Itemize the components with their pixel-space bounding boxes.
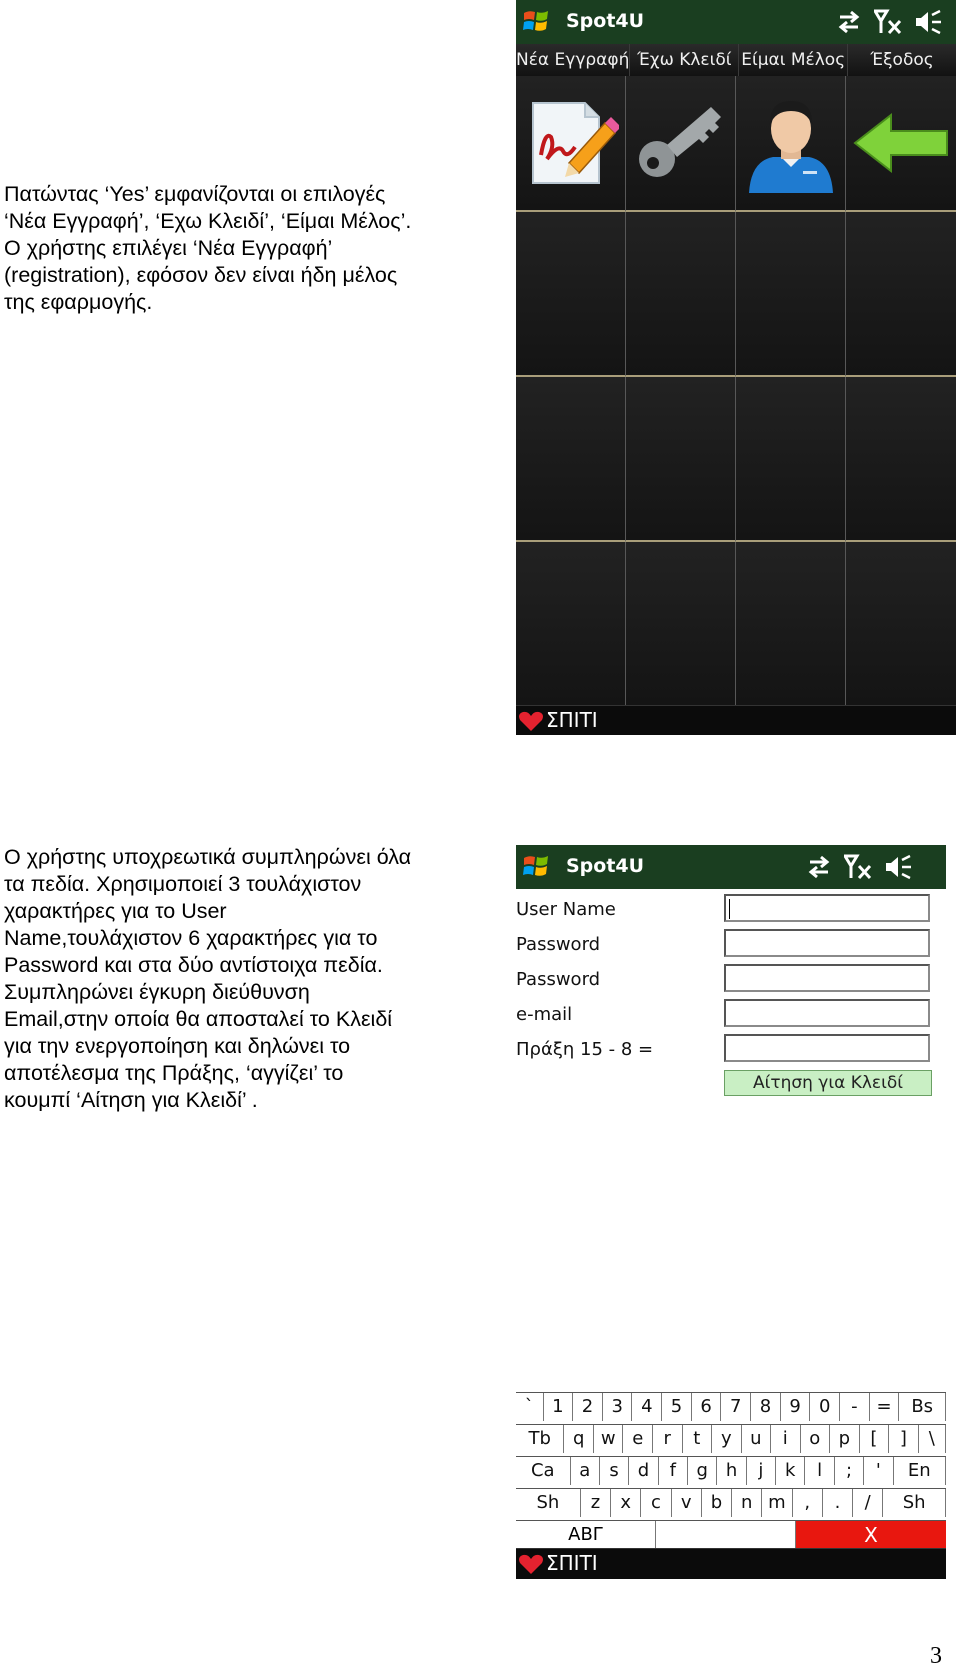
app-title: Spot4U — [566, 855, 645, 877]
space-key[interactable] — [656, 1521, 796, 1549]
key[interactable]: 3 — [603, 1393, 633, 1421]
key[interactable]: o — [801, 1425, 831, 1453]
paragraph-new-registration — [4, 181, 411, 316]
text-line: Πατώντας ‘Yes’ εμφανίζονται οι επιλογές — [4, 182, 386, 206]
page-number: 3 — [930, 1643, 942, 1669]
captcha-input[interactable] — [724, 1034, 930, 1062]
key[interactable]: ] — [889, 1425, 919, 1453]
key[interactable]: Tb — [516, 1425, 564, 1453]
key[interactable]: h — [717, 1457, 746, 1485]
keyboard-row — [516, 1456, 946, 1485]
text-line: κουμπί ‘Αίτηση για Κλειδί’ . — [4, 1088, 258, 1112]
menu-new-registration[interactable]: Νέα Εγγραφή — [516, 44, 630, 76]
request-key-button[interactable]: Αίτηση για Κλειδί — [724, 1070, 932, 1096]
key[interactable]: 4 — [633, 1393, 663, 1421]
speaker-muted-icon — [914, 9, 942, 35]
phone-screen-registration — [516, 845, 946, 1605]
tile-empty — [736, 212, 846, 377]
password-input[interactable] — [724, 929, 930, 957]
key[interactable]: t — [683, 1425, 713, 1453]
menu-have-key[interactable]: Έχω Κλειδί — [630, 44, 739, 76]
home-label: ΣΠΙΤΙ — [546, 1551, 598, 1575]
field-password — [516, 929, 946, 963]
home-bar[interactable] — [516, 705, 956, 735]
keyboard-row — [516, 1392, 946, 1421]
user-icon — [743, 93, 839, 193]
key[interactable]: Sh — [883, 1489, 946, 1517]
sync-icon — [836, 10, 862, 34]
key[interactable]: 1 — [544, 1393, 574, 1421]
key[interactable]: n — [732, 1489, 762, 1517]
tile-empty — [736, 377, 846, 542]
text-line: αποτέλεσμα της Πράξης, ‘αγγίζει’ το — [4, 1061, 344, 1085]
tile-grid — [516, 76, 956, 705]
key[interactable]: 7 — [721, 1393, 751, 1421]
key[interactable]: x — [611, 1489, 641, 1517]
email-input[interactable] — [724, 999, 930, 1027]
key[interactable]: 8 — [751, 1393, 781, 1421]
text-line: Password και στα δύο αντίστοιχα πεδία. — [4, 953, 383, 977]
key[interactable]: s — [600, 1457, 629, 1485]
key[interactable]: w — [594, 1425, 624, 1453]
signature-pen-icon — [523, 97, 619, 189]
field-captcha — [516, 1034, 946, 1068]
key[interactable]: y — [712, 1425, 742, 1453]
field-username — [516, 894, 946, 928]
tile-empty — [516, 377, 626, 542]
key[interactable]: . — [823, 1489, 853, 1517]
key[interactable]: c — [641, 1489, 671, 1517]
phone-screen-menu — [516, 0, 956, 735]
text-line: ‘Νέα Εγγραφή’, ‘Εχω Κλειδί’, ‘Είμαι Μέλος’. — [4, 209, 412, 233]
key[interactable]: 9 — [781, 1393, 811, 1421]
title-bar — [516, 0, 956, 44]
no-signal-icon — [844, 854, 872, 880]
field-label: Password — [516, 969, 601, 990]
field-label: e-mail — [516, 1004, 573, 1025]
title-bar — [516, 845, 946, 889]
key[interactable]: Ca — [516, 1457, 571, 1485]
sync-icon — [806, 855, 832, 879]
tile-empty — [846, 212, 956, 377]
key[interactable]: p — [830, 1425, 860, 1453]
field-password-confirm — [516, 964, 946, 998]
key[interactable]: k — [776, 1457, 805, 1485]
key[interactable]: r — [653, 1425, 683, 1453]
key[interactable]: - — [840, 1393, 870, 1421]
heart-icon — [518, 710, 544, 732]
text-line: Ο χρήστης υποχρεωτικά συμπληρώνει όλα — [4, 845, 412, 869]
tile-empty — [626, 212, 736, 377]
key[interactable]: b — [702, 1489, 732, 1517]
tile-empty — [626, 377, 736, 542]
speaker-muted-icon — [884, 854, 912, 880]
key[interactable]: z — [581, 1489, 611, 1517]
keyboard-row — [516, 1424, 946, 1453]
key[interactable]: a — [571, 1457, 600, 1485]
key[interactable]: [ — [860, 1425, 890, 1453]
tile-empty — [626, 542, 736, 705]
key[interactable]: j — [747, 1457, 776, 1485]
key[interactable]: En — [894, 1457, 946, 1485]
close-keyboard-button[interactable]: X — [796, 1521, 946, 1549]
password-confirm-input[interactable] — [724, 964, 930, 992]
no-signal-icon — [874, 9, 902, 35]
key[interactable]: 2 — [573, 1393, 603, 1421]
tile-empty — [516, 542, 626, 705]
tile-new-registration[interactable] — [516, 76, 626, 212]
key[interactable]: g — [688, 1457, 717, 1485]
key[interactable]: q — [564, 1425, 594, 1453]
key[interactable]: v — [672, 1489, 702, 1517]
text-line: για την ενεργοποίηση και δηλώνει το — [4, 1034, 351, 1058]
tile-empty — [846, 542, 956, 705]
field-email — [516, 999, 946, 1033]
windows-logo-icon[interactable] — [522, 7, 550, 35]
key[interactable]: / — [853, 1489, 883, 1517]
key[interactable]: ' — [864, 1457, 893, 1485]
language-key[interactable]: ΑΒΓ — [516, 1521, 656, 1549]
text-line: Συμπληρώνει έγκυρη διεύθυνση — [4, 980, 310, 1004]
menu-exit[interactable]: Έξοδος — [870, 50, 934, 70]
key[interactable]: 5 — [662, 1393, 692, 1421]
field-label: Password — [516, 934, 601, 955]
text-line: (registration), εφόσον δεν είναι ήδη μέλος — [4, 263, 398, 287]
key[interactable]: f — [659, 1457, 688, 1485]
key[interactable]: Bs — [899, 1393, 946, 1421]
app-title: Spot4U — [566, 10, 645, 32]
tile-have-key[interactable] — [626, 76, 736, 212]
text-line: της εφαρμογής. — [4, 290, 153, 314]
paragraph-form-instructions — [4, 844, 411, 1114]
key[interactable]: ` — [516, 1393, 544, 1421]
key[interactable]: l — [805, 1457, 834, 1485]
key-icon — [633, 97, 729, 189]
text-line: Ο χρήστης επιλέγει ‘Νέα Εγγραφή’ — [4, 236, 333, 260]
key[interactable]: Sh — [516, 1489, 581, 1517]
tile-empty — [846, 377, 956, 542]
heart-icon — [518, 1553, 544, 1575]
key[interactable]: d — [629, 1457, 658, 1485]
key[interactable]: , — [793, 1489, 823, 1517]
key[interactable]: u — [742, 1425, 772, 1453]
status-icons — [806, 852, 912, 882]
back-arrow-icon — [851, 111, 951, 175]
tile-empty — [516, 212, 626, 377]
field-label: Πράξη 15 - 8 = — [516, 1039, 654, 1060]
menu-bar — [516, 44, 956, 76]
home-label: ΣΠΙΤΙ — [546, 708, 598, 732]
windows-logo-icon[interactable] — [522, 852, 550, 880]
key[interactable]: 0 — [810, 1393, 840, 1421]
tile-exit[interactable] — [846, 76, 956, 212]
tile-empty — [736, 542, 846, 705]
text-line: Name,τουλάχιστον 6 χαρακτήρες για το — [4, 926, 378, 950]
key[interactable]: \ — [919, 1425, 946, 1453]
key[interactable]: ; — [835, 1457, 864, 1485]
tile-am-member[interactable] — [736, 76, 846, 212]
keyboard-bottom-row — [516, 1520, 946, 1549]
text-line: χαρακτήρες για το User — [4, 899, 227, 923]
key[interactable]: i — [771, 1425, 801, 1453]
text-line: Email,στην οποία θα αποσταλεί το Κλειδί — [4, 1007, 393, 1031]
text-line: τα πεδία. Χρησιμοποιεί 3 τουλάχιστον — [4, 872, 362, 896]
key[interactable]: m — [762, 1489, 792, 1517]
key[interactable]: e — [624, 1425, 654, 1453]
username-input[interactable] — [724, 894, 930, 922]
keyboard-row — [516, 1488, 946, 1517]
key[interactable]: 6 — [692, 1393, 722, 1421]
key[interactable]: = — [870, 1393, 900, 1421]
field-label: User Name — [516, 899, 616, 920]
status-icons — [836, 7, 942, 37]
home-bar[interactable] — [516, 1548, 946, 1579]
menu-am-member[interactable]: Είμαι Μέλος — [739, 44, 848, 76]
